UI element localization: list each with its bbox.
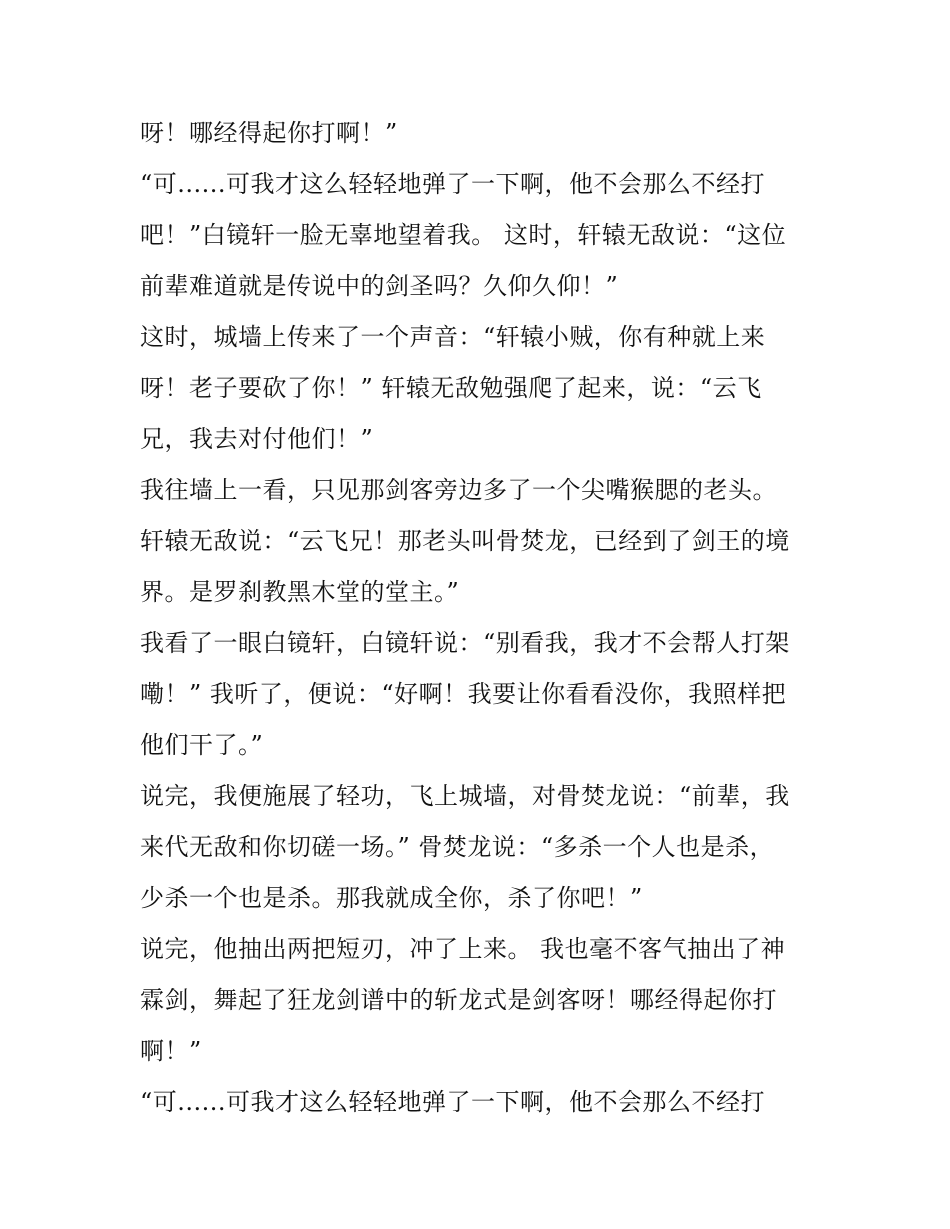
text-line: “可......可我才这么轻轻地弹了一下啊，他不会那么不经打	[140, 1088, 766, 1116]
text-line: 轩辕无敌说：“云飞兄！那老头叫骨焚龙，已经到了剑王的境	[140, 527, 790, 555]
text-line: 说完，他抽出两把短刃，冲了上来。 我也毫不客气抽出了神	[140, 935, 786, 963]
text-line: 少杀一个也是杀。那我就成全你，杀了你吧！”	[140, 884, 643, 912]
text-line: 呀！老子要砍了你！” 轩辕无敌勉强爬了起来，说：“云飞	[140, 374, 762, 402]
text-line: 嘞！” 我听了，便说：“好啊！我要让你看看没你，我照样把	[140, 680, 787, 708]
body-text	[140, 108, 820, 1128]
text-line: 兄，我去对付他们！”	[140, 425, 374, 453]
text-line: 界。是罗刹教黑木堂的堂主。”	[140, 578, 460, 606]
text-line: 我看了一眼白镜轩，白镜轩说：“别看我，我才不会帮人打架	[140, 629, 790, 657]
text-line: 吧！”白镜轩一脸无辜地望着我。 这时，轩辕无敌说：“这位	[140, 221, 787, 249]
text-line: “可......可我才这么轻轻地弹了一下啊，他不会那么不经打	[140, 170, 766, 198]
text-line: 霖剑，舞起了狂龙剑谱中的斩龙式是剑客呀！哪经得起你打	[140, 986, 777, 1014]
text-line: 这时，城墙上传来了一个声音：“轩辕小贼，你有种就上来	[140, 323, 766, 351]
text-line: 他们干了。”	[140, 731, 264, 759]
text-line: 我往墙上一看，只见那剑客旁边多了一个尖嘴猴腮的老头。	[140, 476, 777, 504]
text-line: 来代无敌和你切磋一场。” 骨焚龙说：“多杀一个人也是杀，	[140, 833, 775, 861]
text-line: 前辈难道就是传说中的剑圣吗？久仰久仰！”	[140, 272, 619, 300]
text-line: 呀！哪经得起你打啊！”	[140, 119, 398, 147]
text-line: 啊！”	[140, 1037, 202, 1065]
text-line: 说完，我便施展了轻功，飞上城墙，对骨焚龙说：“前辈，我	[140, 782, 790, 810]
